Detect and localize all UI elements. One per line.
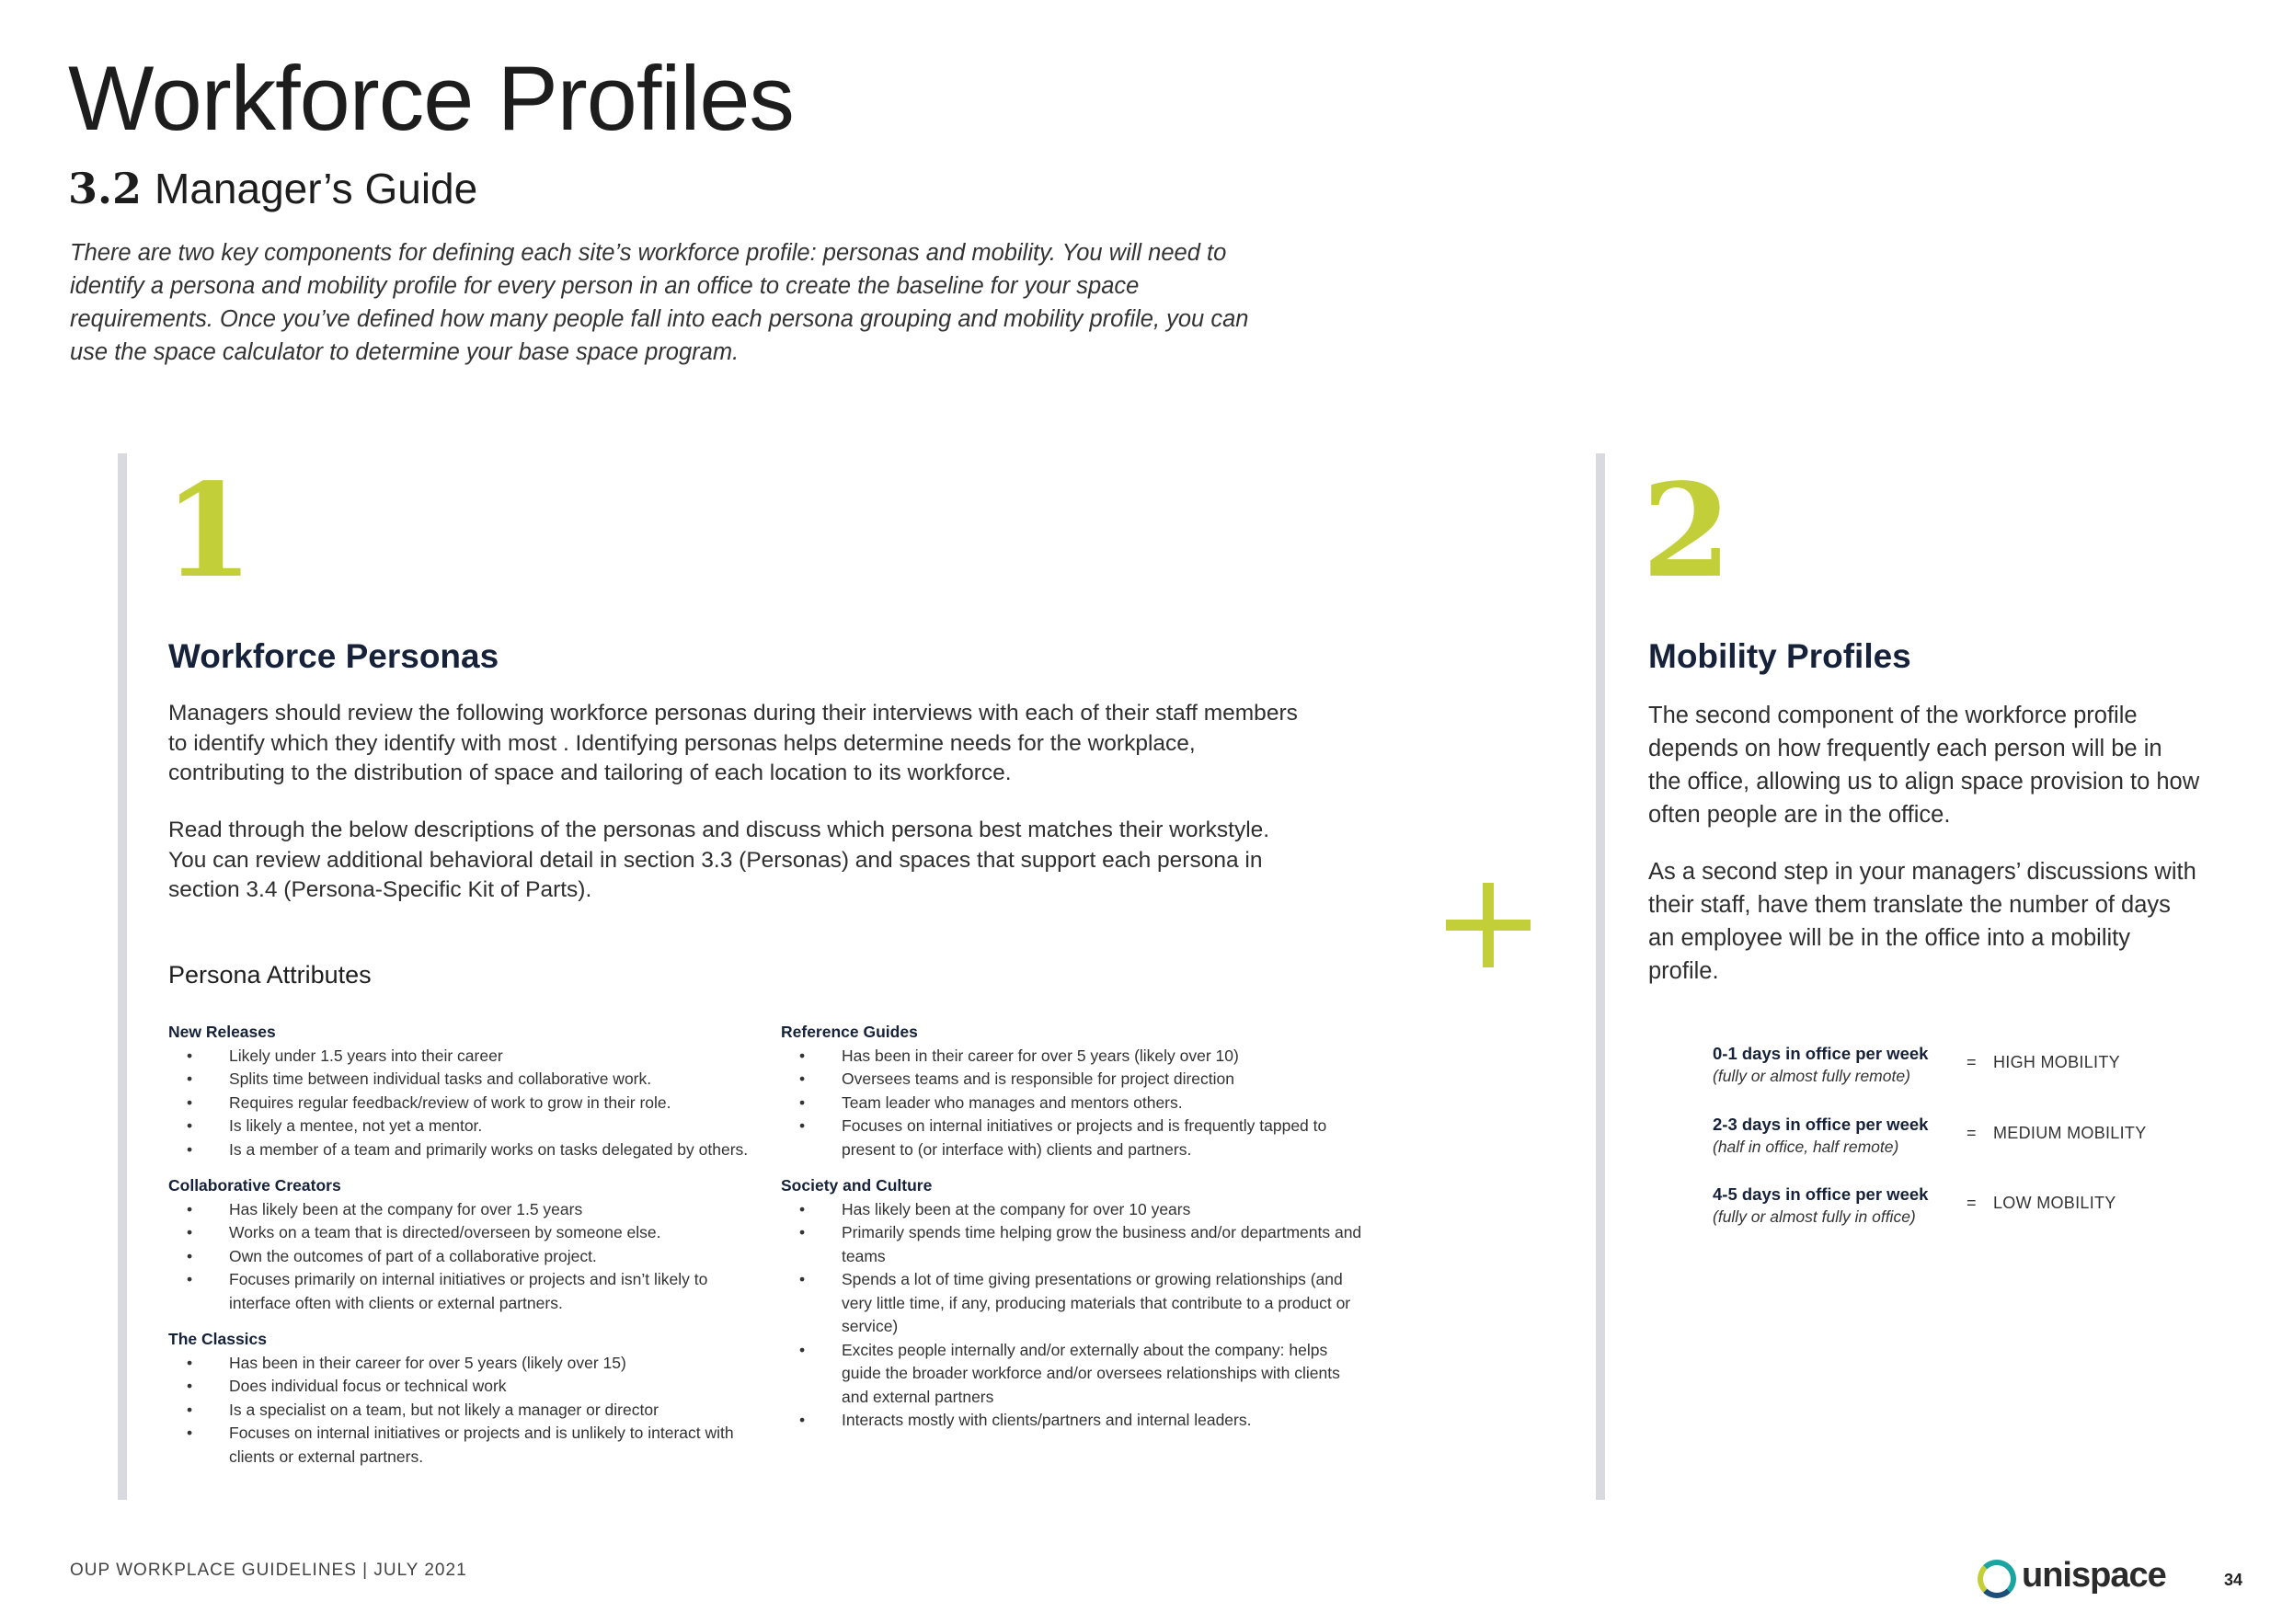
persona-group-collaborative-creators	[168, 1174, 757, 1315]
list-item: • Is likely a mentee, not yet a mentor.	[168, 1115, 757, 1138]
personas-paragraph-2: Read through the below descriptions of the personas and discuss which persona best matches their workstyle. You can review additional behavioral detail in section 3.3 (Personas) and spaces that support each persona in section 3.4 (Persona-Specific Kit of Parts).	[168, 818, 1270, 902]
equals-sign: =	[1967, 1053, 1977, 1071]
mobility-profile-high	[1713, 1042, 2173, 1088]
persona-group-title: Reference Guides	[781, 1023, 918, 1041]
plus-icon	[1446, 883, 1531, 967]
list-item: • Has likely been at the company for over 10 years	[781, 1198, 1370, 1222]
list-item: • Primarily spends time helping grow the business and/or departments and teams	[781, 1221, 1370, 1268]
list-item: • Own the outcomes of part of a collaborative project.	[168, 1245, 757, 1269]
list-item: • Has been in their career for over 5 years (likely over 15)	[168, 1352, 757, 1376]
mobility-level: LOW MOBILITY	[1993, 1194, 2116, 1212]
list-item: • Interacts mostly with clients/partners and internal leaders.	[781, 1409, 1370, 1433]
equals-sign: =	[1967, 1194, 1977, 1212]
intro-paragraph: There are two key components for defining each site’s workforce profile: personas and mobility. You will need to identify a persona and mobility profile for every person in an office to create the baseline for your space requirements. Once you’ve defined how many people fall into each persona grouping and mobility profile, you can use the space calculator to determine your base space program.	[70, 240, 1249, 365]
persona-group-the-classics	[168, 1328, 757, 1469]
list-item: • Spends a lot of time giving presentations or growing relationships (and very little time, if any, producing materials that contribute to a product or service)	[781, 1268, 1370, 1339]
persona-group-title: The Classics	[168, 1330, 267, 1348]
section-title: Manager’s Guide	[155, 165, 478, 212]
logo-ring-icon	[1978, 1560, 2016, 1598]
mobility-days: 4-5 days in office per week	[1713, 1184, 1929, 1204]
list-item: • Is a specialist on a team, but not likely a manager or director	[168, 1399, 757, 1423]
mobility-paragraph-1: The second component of the workforce profile depends on how frequently each person will be in the office, allowing us to align space provision to how often people are in the office.	[1648, 703, 2200, 828]
step2-number: 2	[1642, 456, 1732, 607]
page-number: 34	[2224, 1571, 2243, 1589]
footer-text: OUP WORKPLACE GUIDELINES | JULY 2021	[70, 1561, 467, 1580]
page-title: Workforce Profiles	[68, 47, 794, 149]
section-subtitle	[68, 164, 477, 213]
list-item: • Is a member of a team and primarily works on tasks delegated by others.	[168, 1138, 757, 1162]
equals-sign: =	[1967, 1124, 1977, 1142]
persona-group-new-releases	[168, 1021, 757, 1161]
persona-group-society-and-culture	[781, 1174, 1370, 1433]
mobility-days: 0-1 days in office per week	[1713, 1044, 1929, 1063]
mobility-paragraph-2: As a second step in your managers’ discussions with their staff, have them translate the number of days an employee will be in the office into a mobility profile.	[1648, 859, 2196, 984]
list-item: • Works on a team that is directed/overseen by someone else.	[168, 1221, 757, 1245]
list-item: • Requires regular feedback/review of work to grow in their role.	[168, 1092, 757, 1115]
list-item: • Excites people internally and/or externally about the company: helps guide the broader workforce and/or oversees relationships with clients and external partners	[781, 1339, 1370, 1410]
step1-number: 1	[164, 456, 254, 607]
mobility-note: (fully or almost fully in office)	[1713, 1207, 1916, 1226]
workforce-personas-heading: Workforce Personas	[168, 637, 499, 675]
mobility-profile-low	[1713, 1183, 2173, 1229]
personas-paragraph-1: Managers should review the following workforce personas during their interviews with each of their staff members to identify which they identify with most . Identifying personas helps determine needs for the workplace, contributing to the distribution of space and tailoring of each location to its workforce.	[168, 701, 1298, 785]
persona-group-title: Collaborative Creators	[168, 1176, 341, 1195]
list-item: • Likely under 1.5 years into their career	[168, 1045, 757, 1069]
mobility-note: (fully or almost fully remote)	[1713, 1067, 1910, 1085]
persona-column-right	[781, 1021, 1370, 1446]
mobility-level: HIGH MOBILITY	[1993, 1053, 2120, 1071]
step2-divider	[1596, 453, 1605, 1500]
persona-group-title: New Releases	[168, 1023, 276, 1041]
logo-wordmark: unispace	[2022, 1556, 2166, 1595]
mobility-note: (half in office, half remote)	[1713, 1138, 1899, 1156]
persona-group-reference-guides	[781, 1021, 1370, 1161]
list-item: • Focuses primarily on internal initiatives or projects and isn’t likely to interface often with clients or external partners.	[168, 1268, 757, 1315]
mobility-days: 2-3 days in office per week	[1713, 1115, 1929, 1134]
mobility-level: MEDIUM MOBILITY	[1993, 1124, 2147, 1142]
list-item: • Focuses on internal initiatives or projects and is frequently tapped to present to (or interface with) clients and partners.	[781, 1115, 1370, 1161]
list-item: • Has likely been at the company for over 1.5 years	[168, 1198, 757, 1222]
persona-column-left	[168, 1021, 757, 1481]
mobility-profile-medium	[1713, 1113, 2173, 1159]
list-item: • Does individual focus or technical work	[168, 1375, 757, 1399]
list-item: • Focuses on internal initiatives or projects and is unlikely to interact with clients or external partners.	[168, 1422, 757, 1469]
list-item: • Has been in their career for over 5 years (likely over 10)	[781, 1045, 1370, 1069]
mobility-profiles-heading: Mobility Profiles	[1648, 637, 1911, 675]
list-item: • Oversees teams and is responsible for project direction	[781, 1068, 1370, 1092]
unispace-logo	[1978, 1556, 2180, 1602]
persona-group-title: Society and Culture	[781, 1176, 933, 1195]
list-item: • Splits time between individual tasks and collaborative work.	[168, 1068, 757, 1092]
persona-attributes-title: Persona Attributes	[168, 961, 372, 989]
step1-divider	[118, 453, 127, 1500]
list-item: • Team leader who manages and mentors others.	[781, 1092, 1370, 1115]
section-number: 3.2	[68, 164, 143, 213]
